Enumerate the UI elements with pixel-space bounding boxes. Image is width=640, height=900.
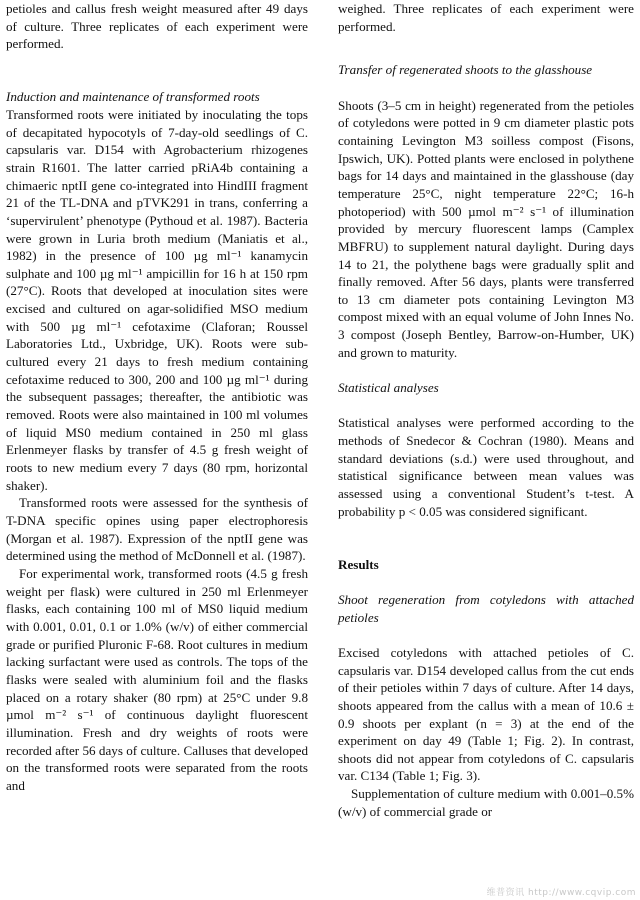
section-heading-shoot-regeneration: Shoot regeneration from cotyledons with attached petioles bbox=[338, 591, 634, 625]
spacer bbox=[338, 397, 634, 415]
paragraph-glasshouse: Shoots (3–5 cm in height) regenerated from the petioles of cotyledons were potted in 9 cm diameter plastic pots containing Levington M3 soilless compost (Fisons, Ipswich, UK). Potted plants were enclosed in polythene bags for 14 days and maintained in the glasshouse (day temperature 25°C, night temperature 22°C; 16-h photoperiod) with 500 µmol m⁻² s⁻¹ of illumination provided by mercury fluorescent lamps (Camplex MBFRU) to supplement natural daylight. During days 14 to 21, the polythene bags were gradually split and finally removed. After 56 days, plants were transferred to 13 cm diameter pots containing Levington M3 compost mixed with an equal volume of John Innes No. 3 compost (Joseph Bentley, Barrow-on-Humber, UK) and grown to maturity. bbox=[338, 97, 634, 360]
section-heading-glasshouse: Transfer of regenerated shoots to the glasshouse bbox=[338, 62, 593, 78]
section-heading-transformed-roots: Induction and maintenance of transformed roots bbox=[6, 89, 260, 105]
spacer bbox=[338, 361, 634, 379]
paragraph-statistics: Statistical analyses were performed according to the methods of Snedecor & Cochran (1980). Means and standard deviations (s.d.) were used throughout, and statistical significance between mean values was assessed using a conventional Student’s t-test. A probability p < 0.05 was considered significant. bbox=[338, 415, 634, 519]
spacer bbox=[338, 520, 634, 555]
results-heading: Results bbox=[338, 556, 379, 572]
spacer bbox=[6, 53, 308, 88]
left-column bbox=[6, 0, 308, 795]
paragraph-transformed-roots-2: Transformed roots were assessed for the synthesis of T-DNA specific opines using paper electrophoresis (Morgan et al. 1987). Expression of the nptII gene was determined using the method of McDonnell et al. (1987). bbox=[6, 495, 308, 564]
paragraph-shoot-regeneration: Excised cotyledons with attached petioles of C. capsularis var. D154 developed callus from the cut ends of their petioles within 7 days of culture. After 14 days, shoots appeared from the callus with a mean of 10.6 ± 0.9 shoots per explant (n = 3) at the end of the experiment on day 49 (Table 1; Fig. 2). In contrast, shoots did not appear from cotyledons of C. capsularis var. C134 (Table 1; Fig. 3). bbox=[338, 644, 634, 784]
right-intro-paragraph: weighed. Three replicates of each experiment were performed. bbox=[338, 1, 634, 34]
section-heading-statistics: Statistical analyses bbox=[338, 380, 439, 396]
paragraph-transformed-roots-3: For experimental work, transformed roots (4.5 g fresh weight per flask) were cultured in 250 ml Erlenmeyer flasks, each containing 100 ml of MS0 liquid medium with 0.001, 0.01, 0.1 or 1.0% (w/v) of either commercial grade or purified Pluronic F-68. Root cultures in medium lacking surfactant were used as controls. The tops of the flasks were sealed with aluminium foil and the flasks placed on a rotary shaker (80 rpm) at 25°C under 9.8 µmol m⁻² s⁻¹ of continuous daylight fluorescent illumination. Fresh and dry weights of roots were recorded after 56 days of culture. Calluses that developed on the transformed roots were separated from the roots and bbox=[6, 565, 308, 793]
left-intro-paragraph: petioles and callus fresh weight measured after 49 days of culture. Three replicates of each experiment were performed. bbox=[6, 1, 308, 52]
spacer bbox=[338, 79, 634, 97]
spacer bbox=[338, 35, 634, 61]
spacer bbox=[338, 626, 634, 644]
watermark: 维普资讯 http://www.cqvip.com bbox=[486, 888, 636, 898]
paragraph-transformed-roots-1: Transformed roots were initiated by inoculating the tops of decapitated hypocotyls of 7-day-old seedlings of C. capsularis var. D154 with Agrobacterium rhizogenes strain R1601. The latter carried pRiA4b containing a chimaeric nptII gene co-integrated into HindIII fragment 21 of the TL-DNA and pTVK291 in trans, conferring a ‘supervirulent’ phenotype (Pythoud et al. 1987). Bacteria were grown in Luria broth medium (Maniatis et al., 1982) in the presence of 100 µg ml⁻¹ kanamycin sulphate and 100 µg ml⁻¹ ampicillin for 16 h at 150 rpm (27°C). Roots that developed at inoculation sites were excised and cultured on agar-solidified MSO medium with 500 µg ml⁻¹ cefotaxime (Claforan; Roussel Laboratories Ltd., Uxbridge, UK). Roots were sub-cultured every 21 days to fresh medium containing cefotaxime reduced to 300, 200 and 100 µg ml⁻¹ during the subsequent passages; thereafter, the antibiotic was removed. Roots were also maintained in 100 ml volumes of liquid MS0 medium contained in 250 ml glass Erlenmeyer flasks by transfer of 4.5 g fresh weight of roots to new medium every 7 days (80 rpm, horizontal shaker). bbox=[6, 106, 308, 493]
paragraph-supplementation: Supplementation of culture medium with 0.001–0.5% (w/v) of commercial grade or bbox=[338, 786, 634, 819]
spacer bbox=[338, 573, 634, 591]
right-column bbox=[338, 0, 634, 820]
